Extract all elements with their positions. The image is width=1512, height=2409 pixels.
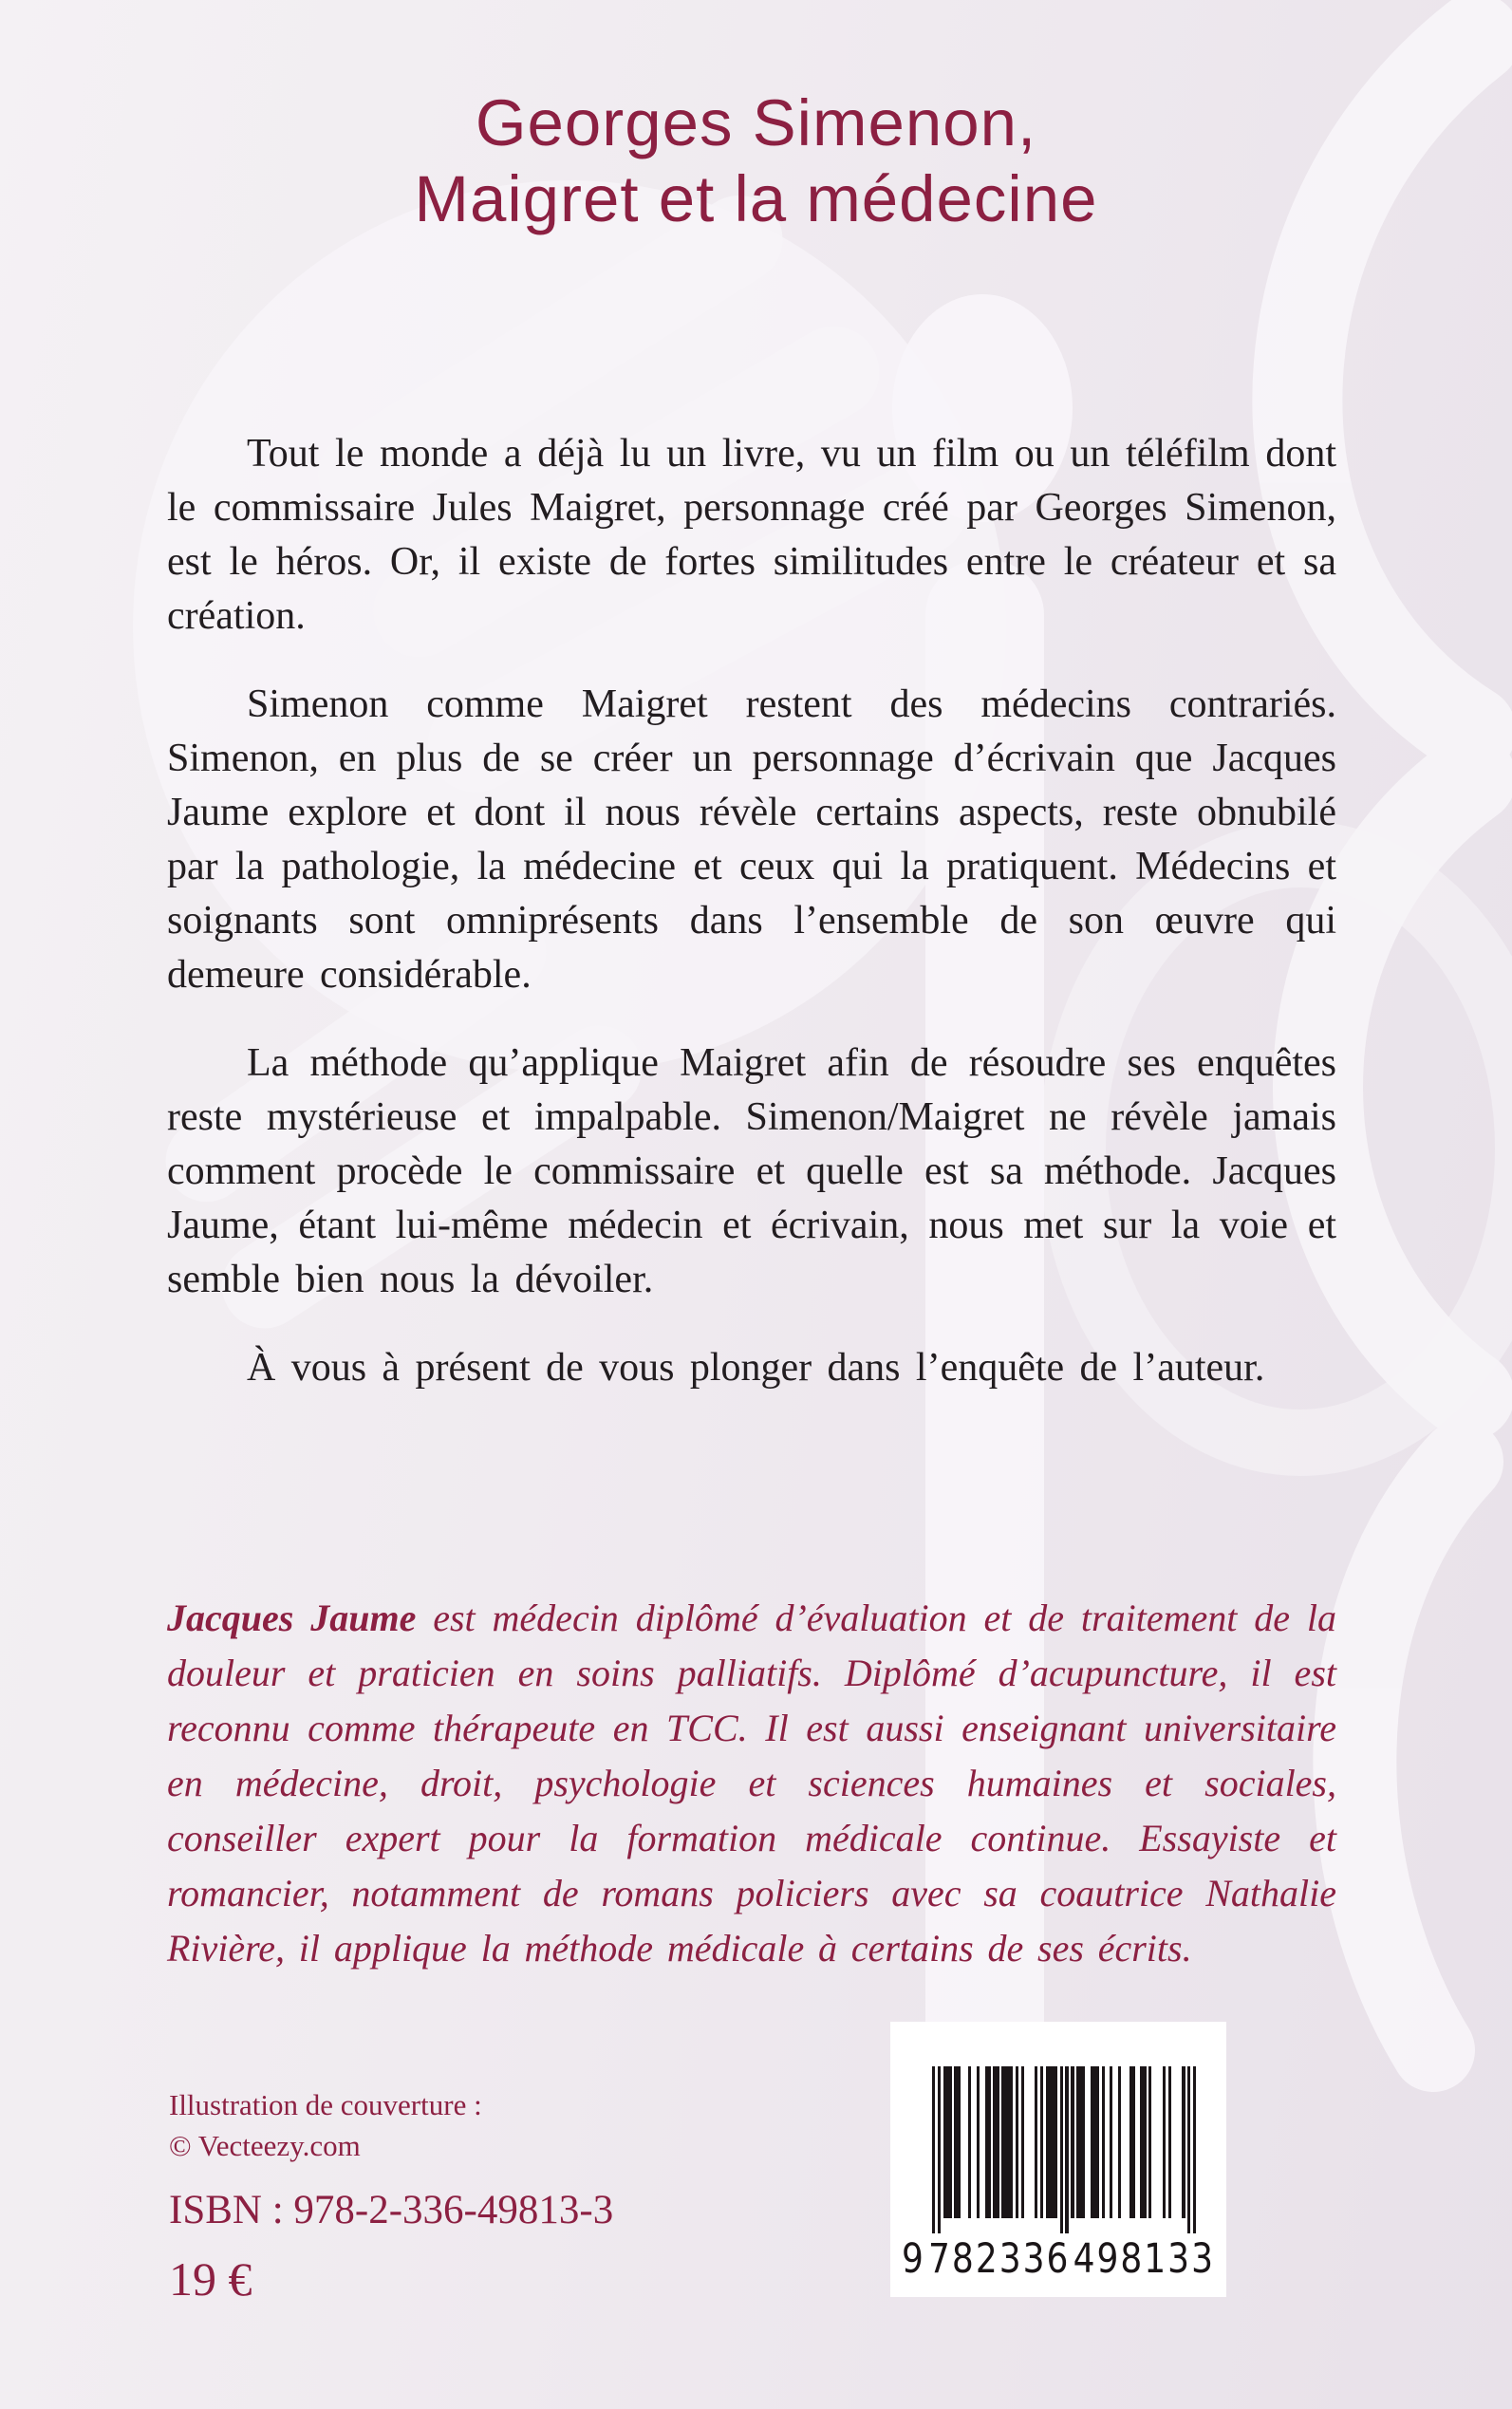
- illustration-credit: [169, 2084, 482, 2166]
- synopsis: [167, 427, 1336, 1429]
- illustration-credit-line1: Illustration de couverture :: [169, 2088, 482, 2121]
- book-title-line2: Maigret et la médecine: [414, 162, 1098, 235]
- barcode-bar: [938, 2066, 941, 2233]
- barcode-bar: [1065, 2066, 1068, 2233]
- synopsis-paragraph-4: À vous à présent de vous plonger dans l’enquête de l’auteur.: [247, 1346, 1265, 1390]
- author-name: Jacques Jaume: [167, 1597, 417, 1639]
- barcode-bar: [1143, 2066, 1146, 2218]
- barcode-bar: [1040, 2066, 1043, 2218]
- barcode-bar: [1168, 2066, 1171, 2218]
- isbn-label: ISBN : 978-2-336-49813-3: [169, 2188, 614, 2232]
- barcode-bar: [1021, 2066, 1024, 2218]
- barcode-bar: [1016, 2066, 1018, 2218]
- synopsis-paragraph-2: Simenon comme Maigret restent des médecins contrariés. Simenon, en plus de se créer un personnage d’écrivain que Jacques Jaume explore et dont il nous révèle certains aspects, reste obnubilé par la pathologie, la médecine et ceux qui la pratiquent. Médecins et soignants sont omniprésents dans l’ensemble de son œuvre qui demeure considérable.: [167, 682, 1336, 997]
- barcode-bar: [1118, 2066, 1121, 2218]
- barcode-bar: [996, 2066, 999, 2218]
- barcode-panel: [890, 2022, 1226, 2297]
- book-title-line1: Georges Simenon,: [475, 86, 1037, 159]
- barcode-bar: [1010, 2066, 1013, 2218]
- price-label: 19 €: [169, 2252, 252, 2306]
- barcode-digit-group-3: 498133: [1073, 2236, 1215, 2283]
- barcode-bar: [1148, 2066, 1151, 2218]
- barcode-bar: [1132, 2066, 1135, 2218]
- barcode-bar: [949, 2066, 952, 2218]
- illustration-credit-line2: © Vecteezy.com: [169, 2129, 361, 2162]
- barcode-bar: [1071, 2066, 1073, 2218]
- barcode-bar: [1102, 2066, 1105, 2218]
- barcode-bar: [977, 2066, 980, 2218]
- barcode-bar: [957, 2066, 960, 2218]
- barcode-bar: [968, 2066, 971, 2218]
- barcode-digits: [902, 2236, 1215, 2282]
- author-bio-text: est médecin diplômé d’évaluation et de traitement de la douleur et praticien en soins palliatifs. Diplômé d’acupuncture, il est reconnu comme thérapeute en TCC. Il est aussi enseignant universitaire en médecine, droit, psychologie et sciences humaines et sociales, conseiller expert pour la formation médicale continue. Essayiste et romancier, notamment de romans policiers avec sa coautrice Nathalie Rivière, il applique la méthode médicale à certains de ses écrits.: [167, 1597, 1336, 1970]
- barcode-bar: [1096, 2066, 1099, 2218]
- barcode-bar: [1187, 2066, 1190, 2233]
- barcode-bar: [1055, 2066, 1057, 2218]
- barcode-bar: [1060, 2066, 1063, 2233]
- barcode-bar: [932, 2066, 935, 2233]
- barcode-digit-group-1: 9: [902, 2236, 925, 2283]
- barcode-bar: [1035, 2066, 1037, 2218]
- barcode-bar: [1182, 2066, 1185, 2218]
- barcode-bar: [1193, 2066, 1196, 2233]
- barcode-bar: [1082, 2066, 1085, 2218]
- barcode-bar: [1163, 2066, 1166, 2218]
- synopsis-paragraph-1: Tout le monde a déjà lu un livre, vu un film ou un téléfilm dont le commissaire Jules Maigret, personnage créé par Georges Simenon, est le héros. Or, il existe de fortes similitudes entre le créateur et sa création.: [167, 432, 1336, 638]
- barcode-digit-group-2: 782336: [928, 2236, 1071, 2283]
- book-title: [0, 85, 1512, 237]
- barcode-bar: [1110, 2066, 1112, 2218]
- author-bio: [167, 1591, 1336, 1976]
- synopsis-paragraph-3: La méthode qu’applique Maigret afin de résoudre ses enquêtes reste mystérieuse et impalpable. Simenon/Maigret ne révèle jamais comment procède le commissaire et quelle est sa méthode. Jacques Jaume, étant lui-même médecin et écrivain, nous met sur la voie et semble bien nous la dévoiler.: [167, 1041, 1336, 1301]
- barcode-bar: [988, 2066, 991, 2218]
- barcode-bars: [932, 2066, 1196, 2233]
